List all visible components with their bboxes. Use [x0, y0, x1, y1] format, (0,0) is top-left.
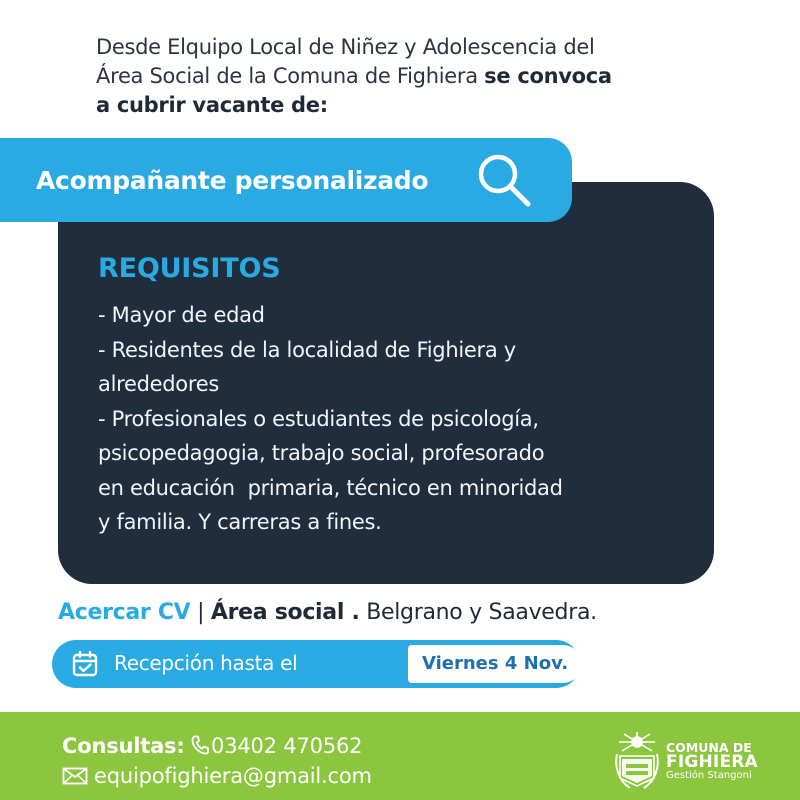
- consultas-label: Consultas:: [62, 734, 185, 758]
- cv-instructions: [58, 600, 778, 625]
- vacancy-title: Acompañante personalizado: [36, 165, 429, 195]
- intro-line-3: [96, 91, 736, 120]
- reception-banner: [52, 640, 580, 688]
- cv-place: Área social .: [210, 600, 360, 625]
- footer: [0, 712, 800, 800]
- vacancy-title-banner: [0, 138, 572, 222]
- phone-icon: [191, 735, 209, 755]
- requirements-list: [98, 298, 688, 540]
- requirement-line: y familia. Y carreras a fines.: [98, 510, 382, 534]
- intro-line-2-bold: se convoca: [484, 64, 612, 88]
- contact-phone: 03402 470562: [211, 734, 363, 758]
- crest-icon: [614, 728, 660, 790]
- reception-date: Viernes 4 Nov.: [408, 645, 582, 683]
- logo-line-1: COMUNA DE: [666, 740, 752, 755]
- requirement-line: - Profesionales o estudiantes de psicología,: [98, 406, 539, 431]
- contact-email: equipofighiera@gmail.com: [94, 764, 372, 788]
- logo-line-3: Gestión Stangoni: [666, 770, 752, 781]
- intro-text: [96, 33, 736, 120]
- intro-line-1: Desde Elquipo Local de Niñez y Adolescencia del: [96, 35, 595, 59]
- reception-text: Recepción hasta el: [114, 651, 298, 675]
- contact-phone-line: [62, 734, 362, 758]
- contact-email-line: [62, 764, 372, 788]
- requirement-line: psicopedagogia, trabajo social, profesorado: [98, 441, 545, 465]
- intro-line-3-bold: a cubrir vacante de:: [96, 93, 328, 117]
- requirement-line: - Mayor de edad: [98, 303, 265, 327]
- calendar-check-icon: [72, 651, 98, 677]
- cv-action: Acercar CV: [58, 600, 191, 625]
- cv-separator: |: [190, 600, 211, 625]
- requirements-heading: REQUISITOS: [98, 253, 281, 284]
- logo-line-2: FIGHIERA: [666, 752, 758, 772]
- cv-address: Belgrano y Saavedra.: [359, 600, 597, 625]
- requirement-line: alrededores: [98, 372, 219, 396]
- search-icon: [474, 150, 536, 212]
- comuna-logo: [614, 726, 764, 792]
- requirement-line: - Residentes de la localidad de Fighiera y: [98, 337, 516, 362]
- mail-icon: [62, 767, 88, 785]
- intro-line-2: [96, 62, 736, 91]
- requirement-line: en educación primaria, técnico en minoridad: [98, 475, 563, 500]
- intro-line-2-plain: Área Social de la Comuna de Fighiera: [96, 64, 485, 88]
